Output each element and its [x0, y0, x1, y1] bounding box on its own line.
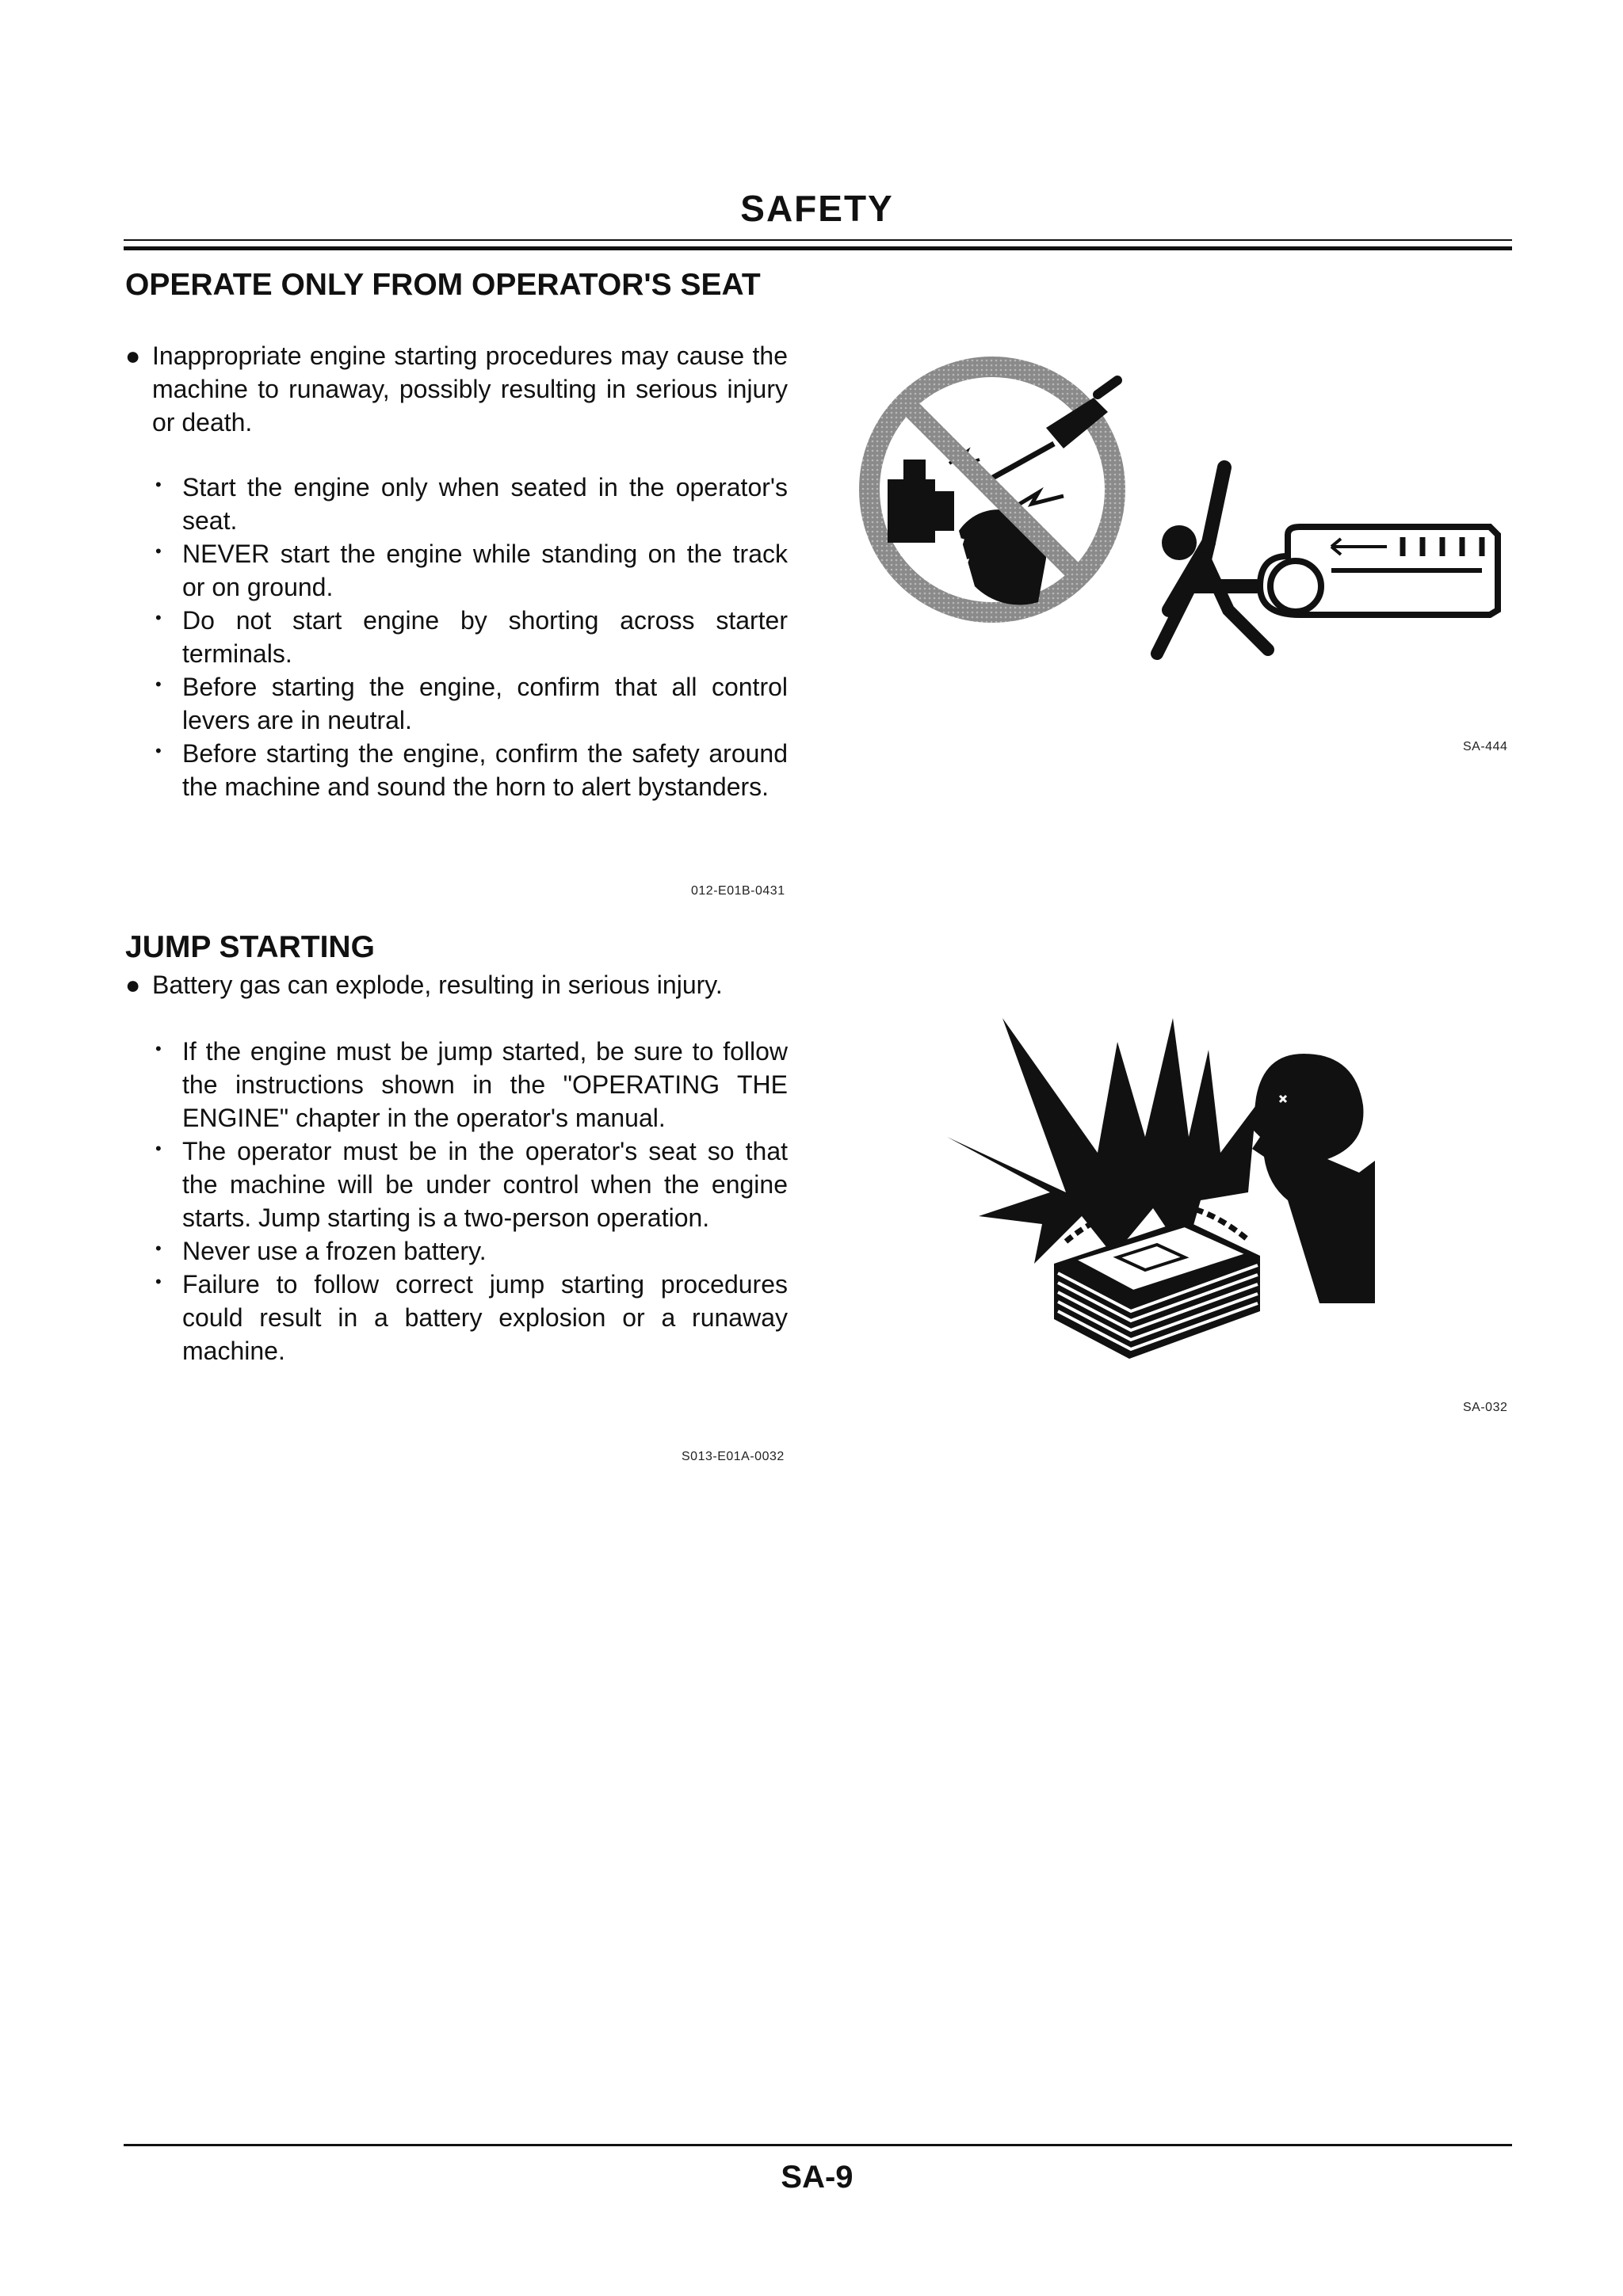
battery-icon	[1054, 1204, 1260, 1359]
page-title: SAFETY	[740, 188, 894, 229]
bullet-dot-icon: ●	[125, 971, 141, 999]
header-rule-thin	[124, 239, 1512, 241]
bullet-icon: •	[155, 541, 162, 561]
section-reference-code: S013-E01A-0032	[682, 1450, 785, 1463]
explosion-burst-icon	[947, 1018, 1256, 1264]
list-item: • Do not start engine by shorting across starter terminals.	[155, 604, 788, 670]
bullet-icon: •	[155, 1238, 162, 1258]
section-title-jump-starting: JUMP STARTING	[125, 930, 375, 964]
figure-code: SA-032	[1463, 1401, 1508, 1414]
list-item: • Before starting the engine, confirm that all control levers are in neutral.	[155, 670, 788, 737]
no-short-start-illustration	[856, 349, 1514, 681]
header-rule-thick	[124, 246, 1512, 250]
falling-person-icon	[1157, 467, 1268, 654]
section-reference-code: 012-E01B-0431	[691, 884, 785, 898]
page-number: SA-9	[781, 2160, 854, 2195]
jump-starting-list	[155, 1035, 788, 1367]
person-head-icon	[1252, 1054, 1375, 1303]
bullet-icon: •	[155, 1272, 162, 1291]
list-item: • NEVER start the engine while standing on the track or on ground.	[155, 537, 788, 604]
list-item: • If the engine must be jump started, be sure to follow the instructions shown in the "OPERATING THE ENGINE" chapter in the operator's manual.	[155, 1035, 788, 1135]
footer-rule	[124, 2144, 1512, 2146]
main-bullet-text: Inappropriate engine starting procedures may cause the machine to runaway, possibly resulting in serious injury or death.	[152, 341, 788, 437]
list-item: • Never use a frozen battery.	[155, 1234, 788, 1268]
list-item: • Start the engine only when seated in the operator's seat.	[155, 471, 788, 537]
battery-explosion-illustration	[947, 1018, 1391, 1367]
bullet-icon: •	[155, 1138, 162, 1158]
list-item: • Failure to follow correct jump starting procedures could result in a battery explosion or a runaway machine.	[155, 1268, 788, 1367]
bullet-icon: •	[155, 475, 162, 494]
main-bullet-battery-gas	[125, 968, 788, 1001]
section-title-operate-seat: OPERATE ONLY FROM OPERATOR'S SEAT	[125, 268, 761, 302]
main-bullet-runaway	[125, 339, 788, 439]
list-item: • Before starting the engine, confirm the safety around the machine and sound the horn to alert bystanders.	[155, 737, 788, 803]
bullet-icon: •	[155, 1039, 162, 1058]
main-bullet-text: Battery gas can explode, resulting in serious injury.	[152, 971, 723, 999]
bullet-icon: •	[155, 608, 162, 627]
list-item: • The operator must be in the operator's seat so that the machine will be under control when the engine starts. Jump starting is a two-person operation.	[155, 1135, 788, 1234]
bullet-dot-icon: ●	[125, 341, 141, 370]
bullet-icon: •	[155, 741, 162, 761]
crawler-track-icon	[1260, 527, 1498, 615]
operate-seat-list	[155, 471, 788, 803]
figure-code: SA-444	[1463, 740, 1508, 753]
bullet-icon: •	[155, 674, 162, 694]
